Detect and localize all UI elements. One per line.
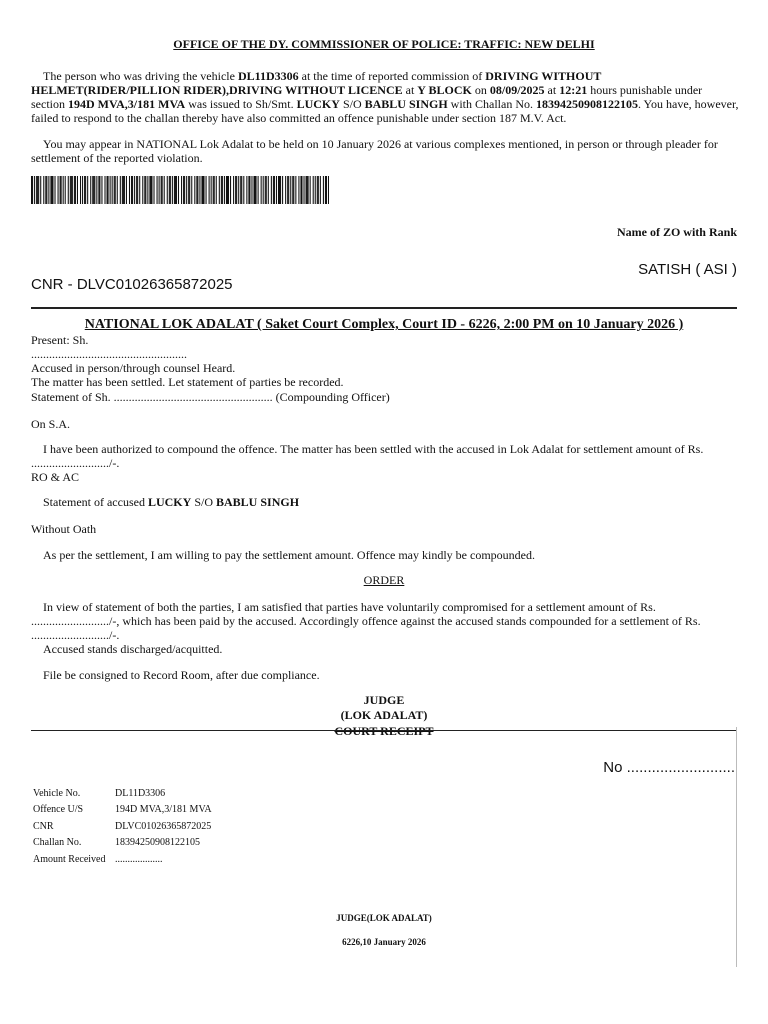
barcode-bar [263, 176, 264, 204]
receipt-row-value: ................... [115, 853, 163, 865]
present-line: Present: Sh. [31, 333, 89, 347]
barcode-bar [131, 176, 132, 204]
cnr-number: CNR - DLVC01026365872025 [31, 276, 233, 293]
receipt-number: No .......................... [603, 759, 735, 776]
barcode-bar [243, 176, 244, 204]
barcode-bar [96, 176, 97, 204]
barcode-bar [50, 176, 51, 204]
barcode-bar [226, 176, 227, 204]
receipt-row-label: CNR [33, 820, 54, 832]
barcode-bar [37, 176, 38, 204]
barcode-bar [240, 176, 241, 204]
barcode-bar [298, 176, 299, 204]
barcode-bar [104, 176, 105, 204]
barcode-bar [153, 176, 154, 204]
barcode-bar [258, 176, 259, 204]
statement-accused-line [31, 495, 739, 509]
barcode-bar [51, 176, 52, 204]
barcode-bar [202, 176, 203, 204]
barcode-bar [209, 176, 210, 204]
barcode-bar [134, 176, 135, 204]
receipt-row-label: Vehicle No. [33, 787, 81, 799]
text-segment: at [402, 83, 418, 97]
barcode-bar [282, 176, 283, 204]
text-segment: was issued to Sh/Smt. [185, 97, 297, 111]
barcode-bar [176, 176, 177, 204]
barcode-bar [236, 176, 237, 204]
barcode-bar [58, 176, 59, 204]
barcode-bar [251, 176, 252, 204]
receipt-judge-title: JUDGE(LOK ADALAT) [336, 913, 432, 923]
barcode-bar [65, 176, 66, 204]
barcode-bar [224, 176, 225, 204]
barcode-bar [38, 176, 39, 204]
text-segment: S/O [191, 495, 216, 509]
receipt-row-label: Offence U/S [33, 804, 84, 816]
barcode-bar [255, 176, 256, 204]
barcode-bar [181, 176, 182, 204]
receipt-row-value: DL11D3306 [115, 787, 166, 799]
zo-name: SATISH ( ASI ) [638, 261, 737, 278]
barcode-bar [80, 176, 81, 204]
barcode-bar [108, 176, 109, 204]
barcode-bar [288, 176, 289, 204]
offence-section: 194D MVA,3/181 MVA [68, 97, 186, 111]
text-segment: hours punishable under section [31, 83, 703, 111]
offence-date: 08/09/2025 [489, 83, 545, 97]
receipt-court-date: 6226,10 January 2026 [342, 937, 426, 947]
barcode-bar [34, 176, 35, 204]
barcode-bar [271, 176, 272, 204]
barcode-bar [126, 176, 127, 204]
barcode-bar [99, 176, 100, 204]
barcode-bar [94, 176, 95, 204]
office-title: OFFICE OF THE DY. COMMISSIONER OF POLICE: TRAFFIC: NEW DELHI [173, 37, 595, 51]
barcode-bar [150, 176, 151, 204]
receipt-row [33, 818, 212, 835]
barcode-bar [43, 176, 44, 204]
barcode-bar [248, 176, 249, 204]
barcode-bar [310, 176, 311, 204]
barcode-bar [164, 176, 165, 204]
barcode-bar [77, 176, 78, 204]
barcode-bar [172, 176, 173, 204]
barcode-bar [265, 176, 266, 204]
barcode-bar [191, 176, 192, 204]
barcode-bar [219, 176, 220, 204]
receipt-table [33, 785, 212, 868]
willing-paragraph: As per the settlement, I am willing to pay the settlement amount. Offence may kindly be compounded. [43, 548, 535, 562]
barcode-bar [174, 176, 175, 204]
text-segment: at the time of reported commission of [298, 69, 486, 83]
authorized-paragraph: I have been authorized to compound the offence. The matter has been settled with the accused in Lok Adalat for settlement amount of Rs. ........................../-. [31, 442, 704, 470]
barcode-bar [139, 176, 140, 204]
barcode-bar [320, 176, 321, 204]
barcode [31, 176, 329, 204]
barcode-bar [98, 176, 99, 204]
barcode-bar [72, 176, 73, 204]
settled-line: The matter has been settled. Let statement of parties be recorded. [31, 375, 344, 389]
barcode-bar [256, 176, 257, 204]
barcode-bar [147, 176, 148, 204]
barcode-bar [167, 176, 168, 204]
receipt-divider [31, 730, 737, 731]
barcode-bar [142, 176, 143, 204]
barcode-bar [292, 176, 293, 204]
father-name: BABLU SINGH [364, 97, 448, 111]
barcode-bar [169, 176, 170, 204]
accused-name: LUCKY [147, 495, 192, 509]
barcode-bar [211, 176, 212, 204]
barcode-bar [227, 176, 228, 204]
barcode-bar [188, 176, 189, 204]
barcode-bar [326, 176, 327, 204]
receipt-row-label: Amount Received [33, 853, 106, 865]
barcode-bar [136, 176, 137, 204]
barcode-bar [273, 176, 274, 204]
offence-time: 12:21 [559, 83, 588, 97]
order-paragraph: In view of statement of both the parties, I am satisfied that parties have voluntarily compromised for a settlement amount of Rs. ........................../-, which has been paid by the accused. Accordingly offence against the accused stands compounded for a settlement of Rs. ........................../-. [31, 600, 701, 642]
barcode-bar [137, 176, 138, 204]
barcode-bar [222, 176, 223, 204]
barcode-bar [144, 176, 145, 204]
barcode-bar [40, 176, 41, 204]
text-segment: . You have, however, failed to respond to the challan thereby have also committed an offence punishable under section 187 M.V. Act. [31, 97, 739, 125]
barcode-bar [307, 176, 308, 204]
barcode-bar [214, 176, 215, 204]
barcode-bar [122, 176, 123, 204]
barcode-bar [328, 176, 329, 204]
present-dots: .................................................... [31, 347, 187, 361]
barcode-bar [216, 176, 217, 204]
barcode-bar [183, 176, 184, 204]
barcode-bar [123, 176, 124, 204]
receipt-row-value: DLVC01026365872025 [115, 820, 212, 832]
barcode-bar [149, 176, 150, 204]
without-oath-line: Without Oath [31, 522, 97, 536]
barcode-bar [201, 176, 202, 204]
barcode-bar [197, 176, 198, 204]
receipt-border [736, 727, 737, 967]
barcode-bar [61, 176, 62, 204]
barcode-bar [114, 176, 115, 204]
barcode-bar [278, 176, 279, 204]
barcode-bar [279, 176, 280, 204]
barcode-bar [213, 176, 214, 204]
text-segment: with Challan No. [447, 97, 536, 111]
barcode-bar [206, 176, 207, 204]
barcode-bar [90, 176, 91, 204]
barcode-bar [101, 176, 102, 204]
judge-title: JUDGE [363, 693, 405, 707]
consigned-line: File be consigned to Record Room, after due compliance. [43, 668, 320, 682]
barcode-bar [301, 176, 302, 204]
barcode-bar [60, 176, 61, 204]
barcode-bar [295, 176, 296, 204]
receipt-row-value: 194D MVA,3/181 MVA [115, 804, 212, 816]
receipt-row [33, 851, 212, 868]
barcode-bar [46, 176, 47, 204]
barcode-bar [70, 176, 71, 204]
barcode-bar [54, 176, 55, 204]
barcode-bar [306, 176, 307, 204]
text-segment: Statement of accused [43, 495, 148, 509]
text-segment: on [471, 83, 490, 97]
on-sa-line: On S.A. [31, 417, 71, 431]
barcode-bar [323, 176, 324, 204]
receipt-row [33, 802, 212, 819]
barcode-bar [196, 176, 197, 204]
accused-heard-line: Accused in person/through counsel Heard. [31, 361, 236, 375]
barcode-bar [303, 176, 304, 204]
barcode-bar [249, 176, 250, 204]
offence-description: DRIVING WITHOUT HELMET(RIDER/PILLION RIDER),DRIVING WITHOUT LICENCE [31, 69, 602, 97]
order-heading: ORDER [363, 573, 405, 587]
barcode-bar [315, 176, 316, 204]
barcode-bar [107, 176, 108, 204]
offence-place: Y BLOCK [417, 83, 472, 97]
barcode-bar [186, 176, 187, 204]
receipt-row [33, 835, 212, 852]
barcode-bar [32, 176, 33, 204]
barcode-bar [228, 176, 229, 204]
barcode-bar [194, 176, 195, 204]
barcode-bar [145, 176, 146, 204]
barcode-bar [71, 176, 72, 204]
barcode-bar [124, 176, 125, 204]
barcode-bar [313, 176, 314, 204]
receipt-row-value: 18394250908122105 [115, 837, 200, 849]
text-segment: S/O [339, 97, 365, 111]
barcode-bar [261, 176, 262, 204]
barcode-bar [276, 176, 277, 204]
court-receipt-title: COURT RECEIPT [334, 724, 434, 738]
barcode-bar [129, 176, 130, 204]
barcode-bar [280, 176, 281, 204]
barcode-bar [308, 176, 309, 204]
zo-label: Name of ZO with Rank [616, 225, 737, 239]
ro-ac-line: RO & AC [31, 470, 80, 484]
barcode-bar [68, 176, 69, 204]
barcode-bar [266, 176, 267, 204]
barcode-bar [82, 176, 83, 204]
barcode-bar [235, 176, 236, 204]
father-name: BABLU SINGH [216, 495, 300, 509]
barcode-bar [325, 176, 326, 204]
text-segment: at [544, 83, 560, 97]
barcode-bar [31, 176, 32, 204]
barcode-bar [63, 176, 64, 204]
barcode-bar [157, 176, 158, 204]
barcode-bar [290, 176, 291, 204]
barcode-bar [253, 176, 254, 204]
barcode-bar [221, 176, 222, 204]
barcode-bar [117, 176, 118, 204]
lok-adalat-heading: NATIONAL LOK ADALAT ( Saket Court Complex, Court ID - 6226, 2:00 PM on 10 January 2026 ) [84, 317, 684, 332]
barcode-bar [317, 176, 318, 204]
accused-name: LUCKY [296, 97, 340, 111]
barcode-bar [85, 176, 86, 204]
barcode-bar [268, 176, 269, 204]
barcode-bar [300, 176, 301, 204]
barcode-bar [110, 176, 111, 204]
barcode-bar [92, 176, 93, 204]
judge-signature-block [0, 693, 768, 723]
section-divider [31, 307, 737, 309]
barcode-bar [318, 176, 319, 204]
notice-paragraph [31, 69, 739, 125]
barcode-bar [159, 176, 160, 204]
text-segment: The person who was driving the vehicle [43, 69, 238, 83]
barcode-bar [230, 176, 231, 204]
barcode-bar [115, 176, 116, 204]
barcode-bar [93, 176, 94, 204]
barcode-bar [45, 176, 46, 204]
barcode-bar [87, 176, 88, 204]
barcode-bar [170, 176, 171, 204]
statement-officer-line: Statement of Sh. ..................................................... (Compounding Officer) [31, 390, 390, 404]
receipt-row-label: Challan No. [33, 837, 82, 849]
lok-adalat-notice-paragraph: You may appear in NATIONAL Lok Adalat to be held on 10 January 2026 at various complexes mentioned, in person or through pleader for settlement of the reported violation. [31, 137, 718, 165]
barcode-bar [161, 176, 162, 204]
lok-adalat-title: (LOK ADALAT) [340, 708, 428, 722]
challan-number: 18394250908122105 [535, 97, 638, 111]
barcode-bar [233, 176, 234, 204]
barcode-bar [175, 176, 176, 204]
barcode-bar [162, 176, 163, 204]
barcode-bar [112, 176, 113, 204]
barcode-bar [74, 176, 75, 204]
barcode-bar [246, 176, 247, 204]
discharged-line: Accused stands discharged/acquitted. [43, 642, 223, 656]
barcode-bar [36, 176, 37, 204]
barcode-bar [287, 176, 288, 204]
barcode-bar [151, 176, 152, 204]
barcode-bar [120, 176, 121, 204]
barcode-bar [238, 176, 239, 204]
barcode-bar [178, 176, 179, 204]
barcode-bar [241, 176, 242, 204]
barcode-bar [184, 176, 185, 204]
barcode-bar [48, 176, 49, 204]
barcode-bar [132, 176, 133, 204]
receipt-row [33, 785, 212, 802]
vehicle-number: DL11D3306 [237, 69, 299, 83]
barcode-bar [189, 176, 190, 204]
barcode-bar [52, 176, 53, 204]
barcode-bar [285, 176, 286, 204]
barcode-bar [84, 176, 85, 204]
barcode-bar [203, 176, 204, 204]
barcode-bar [75, 176, 76, 204]
barcode-bar [274, 176, 275, 204]
barcode-bar [199, 176, 200, 204]
barcode-bar [293, 176, 294, 204]
